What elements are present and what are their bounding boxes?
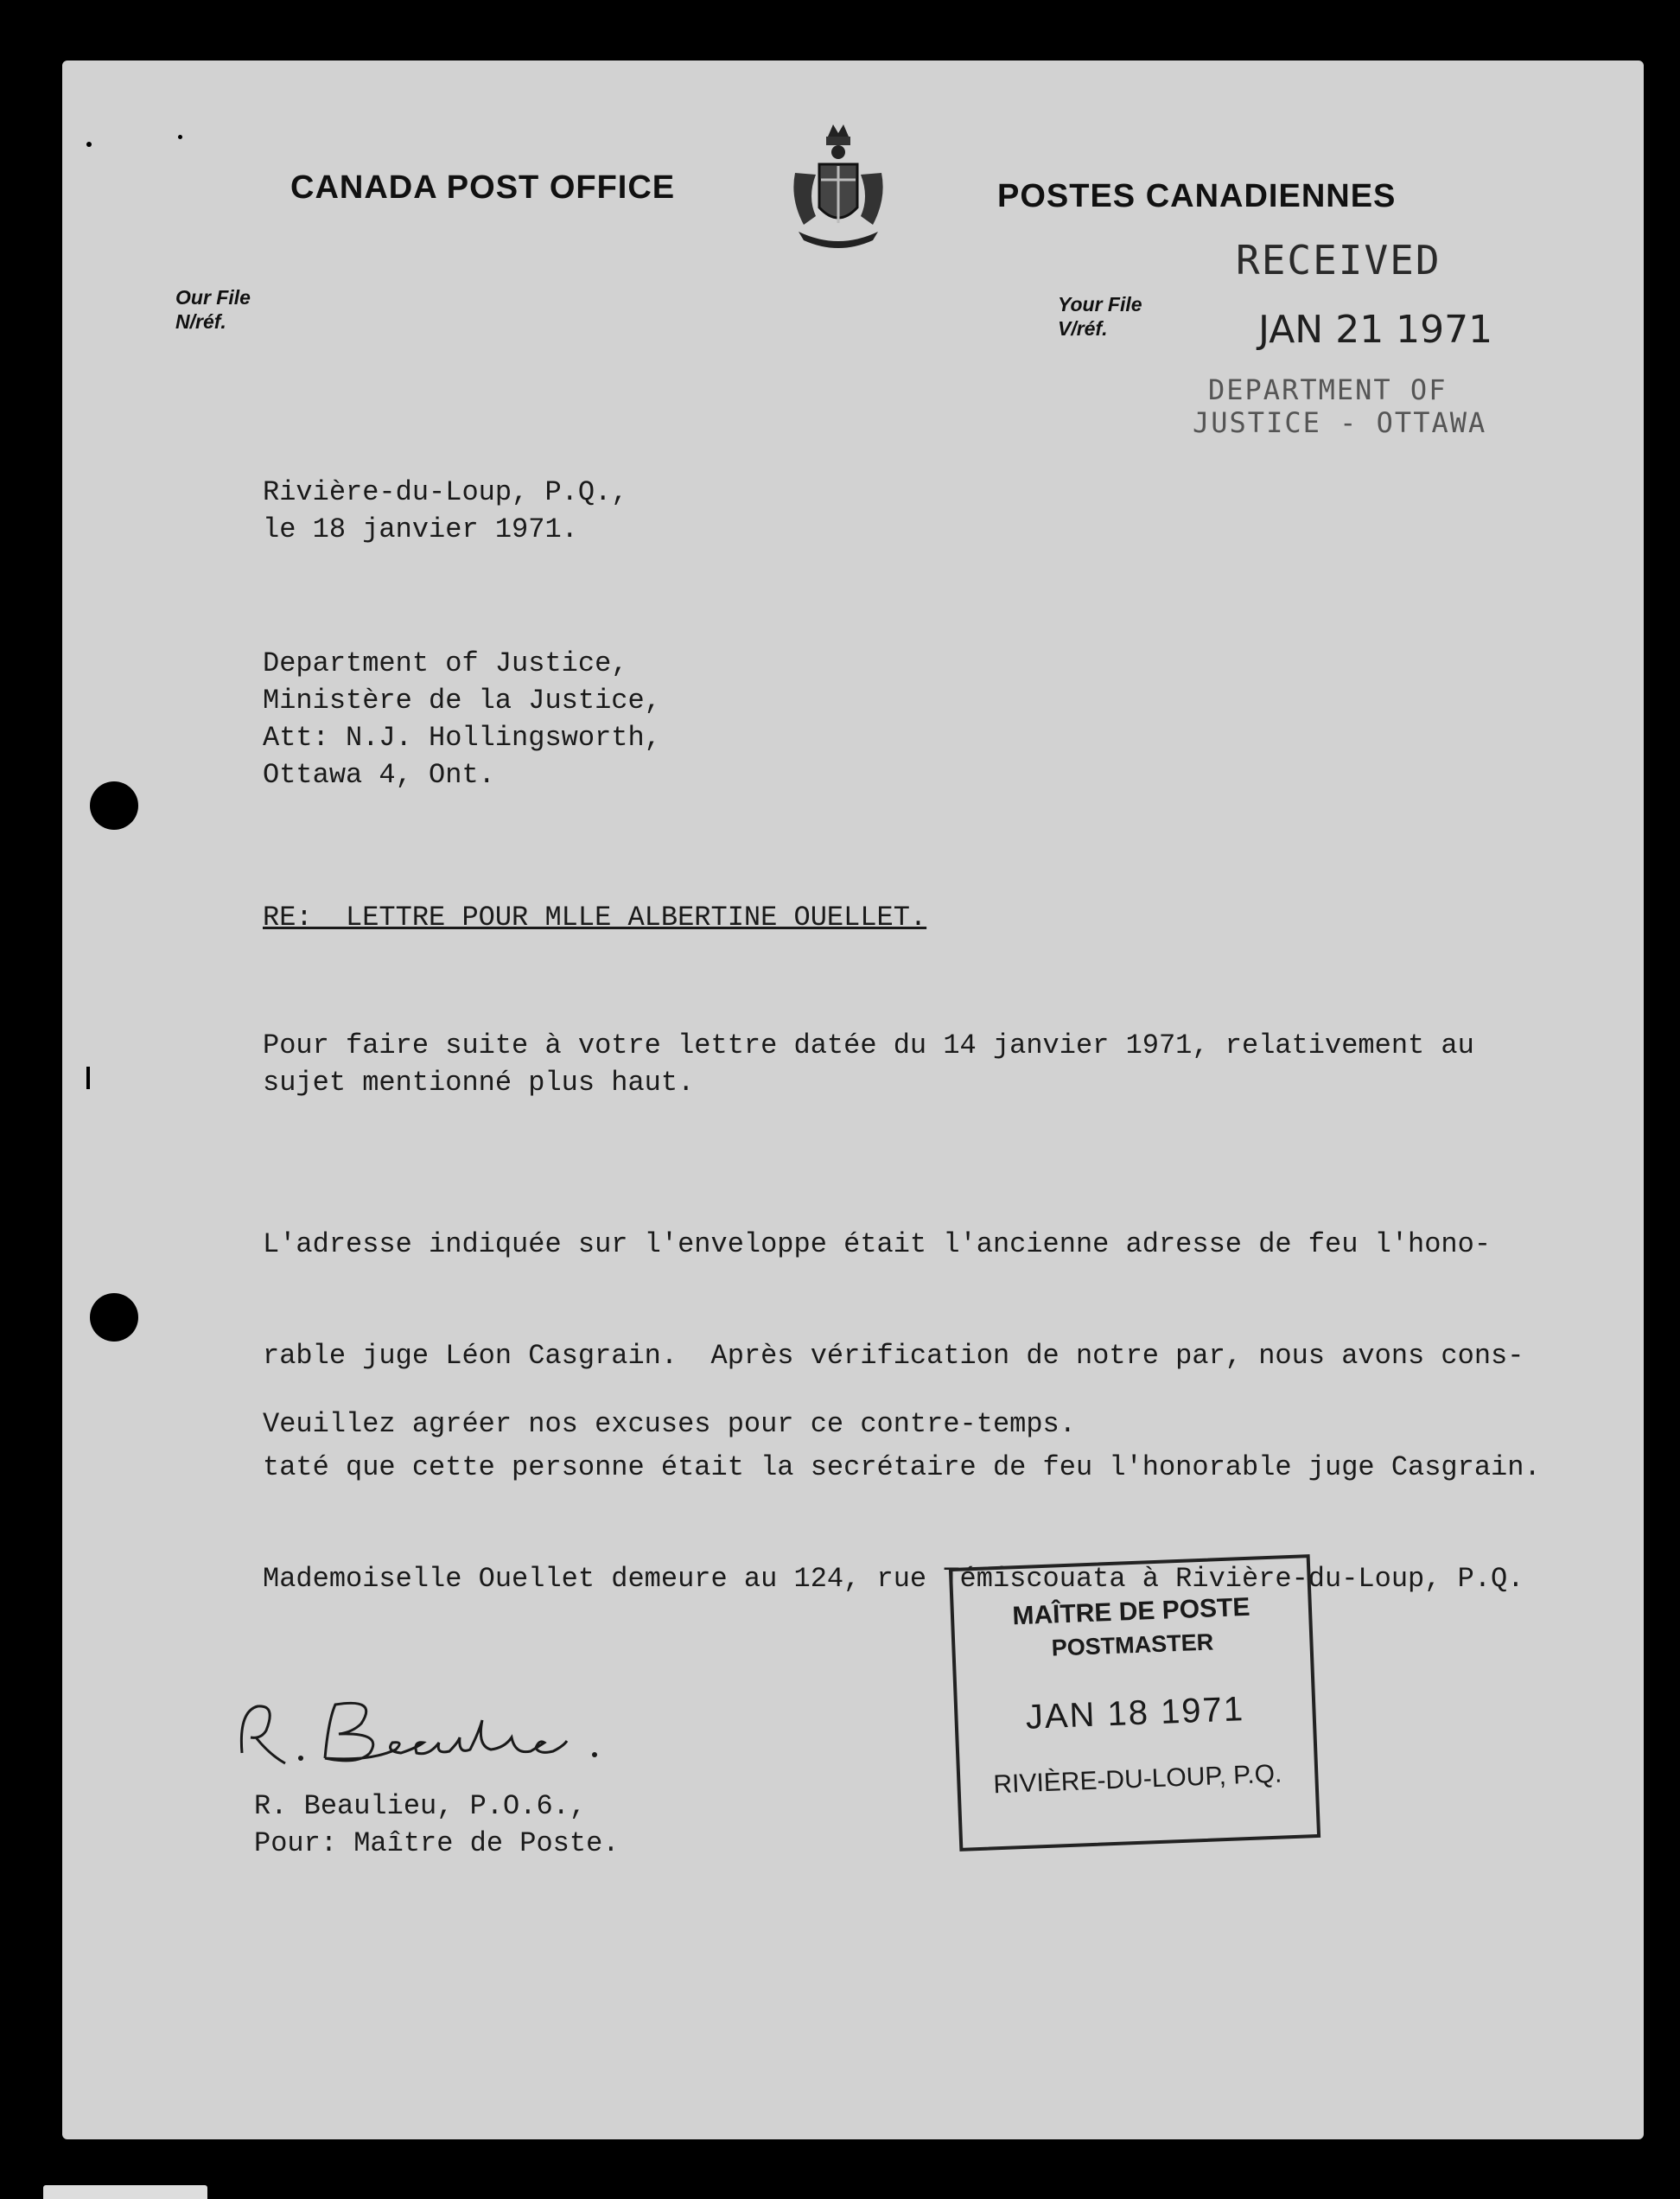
subject-line: RE: LETTRE POUR MLLE ALBERTINE OUELLET. xyxy=(263,902,927,934)
our-file-label xyxy=(175,285,251,334)
paragraph-line: Veuillez agréer nos excuses pour ce contre-temps. xyxy=(263,1408,1076,1440)
paragraph-line: rable juge Léon Casgrain. Après vérification de notre par, nous avons cons- xyxy=(263,1340,1524,1372)
your-file-en: Your File xyxy=(1058,293,1142,316)
paragraph-1 xyxy=(263,1027,1474,1101)
received-stamp-dept: DEPARTMENT OF xyxy=(1208,373,1448,406)
date-line: le 18 janvier 1971. xyxy=(263,513,578,545)
punch-hole xyxy=(90,1293,138,1342)
place-line: Rivière-du-Loup, P.Q., xyxy=(263,476,628,508)
our-file-en: Our File xyxy=(175,286,251,309)
signer-name: R. Beaulieu, P.O.6., xyxy=(254,1790,587,1822)
postmaster-stamp-fr: MAÎTRE DE POSTE xyxy=(1011,1592,1250,1631)
paragraph-2 xyxy=(263,1151,1541,1635)
your-file-label xyxy=(1058,292,1142,341)
postmaster-stamp xyxy=(949,1554,1320,1852)
your-file-fr: V/réf. xyxy=(1058,317,1108,340)
handwritten-signature xyxy=(232,1686,612,1781)
paragraph-line: Mademoiselle Ouellet demeure au 124, rue Témiscouata à Rivière-du-Loup, P.Q. xyxy=(263,1563,1524,1595)
postmaster-stamp-date: JAN 18 1971 xyxy=(1025,1690,1245,1737)
coat-of-arms-icon xyxy=(786,121,890,255)
paragraph-3 xyxy=(263,1405,1076,1443)
signer-title: Pour: Maître de Poste. xyxy=(254,1827,620,1859)
speck xyxy=(178,135,182,139)
paragraph-line: sujet mentionné plus haut. xyxy=(263,1067,695,1099)
received-stamp-date: JAN 21 1971 xyxy=(1258,308,1493,352)
paragraph-line: L'adresse indiquée sur l'enveloppe était l'ancienne adresse de feu l'hono- xyxy=(263,1228,1492,1260)
speck xyxy=(86,1067,90,1089)
signature-block xyxy=(254,1788,619,1862)
place-date xyxy=(263,474,627,548)
punch-hole xyxy=(90,781,138,830)
recipient-address xyxy=(263,645,661,794)
postmaster-stamp-en: POSTMASTER xyxy=(1051,1629,1214,1661)
postmaster-stamp-place: RIVIÈRE-DU-LOUP, P.Q. xyxy=(992,1759,1282,1800)
recipient-line: Ministère de la Justice, xyxy=(263,685,661,717)
received-stamp-title: RECEIVED xyxy=(1236,237,1441,284)
received-stamp-city: JUSTICE - OTTAWA xyxy=(1193,406,1487,439)
paragraph-line: taté que cette personne était la secrétaire de feu l'honorable juge Casgrain. xyxy=(263,1451,1541,1483)
paragraph-line: Pour faire suite à votre lettre datée du 14 janvier 1971, relativement au xyxy=(263,1029,1474,1061)
recipient-line: Ottawa 4, Ont. xyxy=(263,759,495,791)
recipient-line: Att: N.J. Hollingsworth, xyxy=(263,722,661,754)
recipient-line: Department of Justice, xyxy=(263,647,628,679)
speck xyxy=(86,142,92,147)
page-edge-tab xyxy=(43,2185,207,2199)
our-file-fr: N/réf. xyxy=(175,310,226,333)
letterhead-left: CANADA POST OFFICE xyxy=(290,169,676,206)
letterhead-right: POSTES CANADIENNES xyxy=(997,178,1397,214)
